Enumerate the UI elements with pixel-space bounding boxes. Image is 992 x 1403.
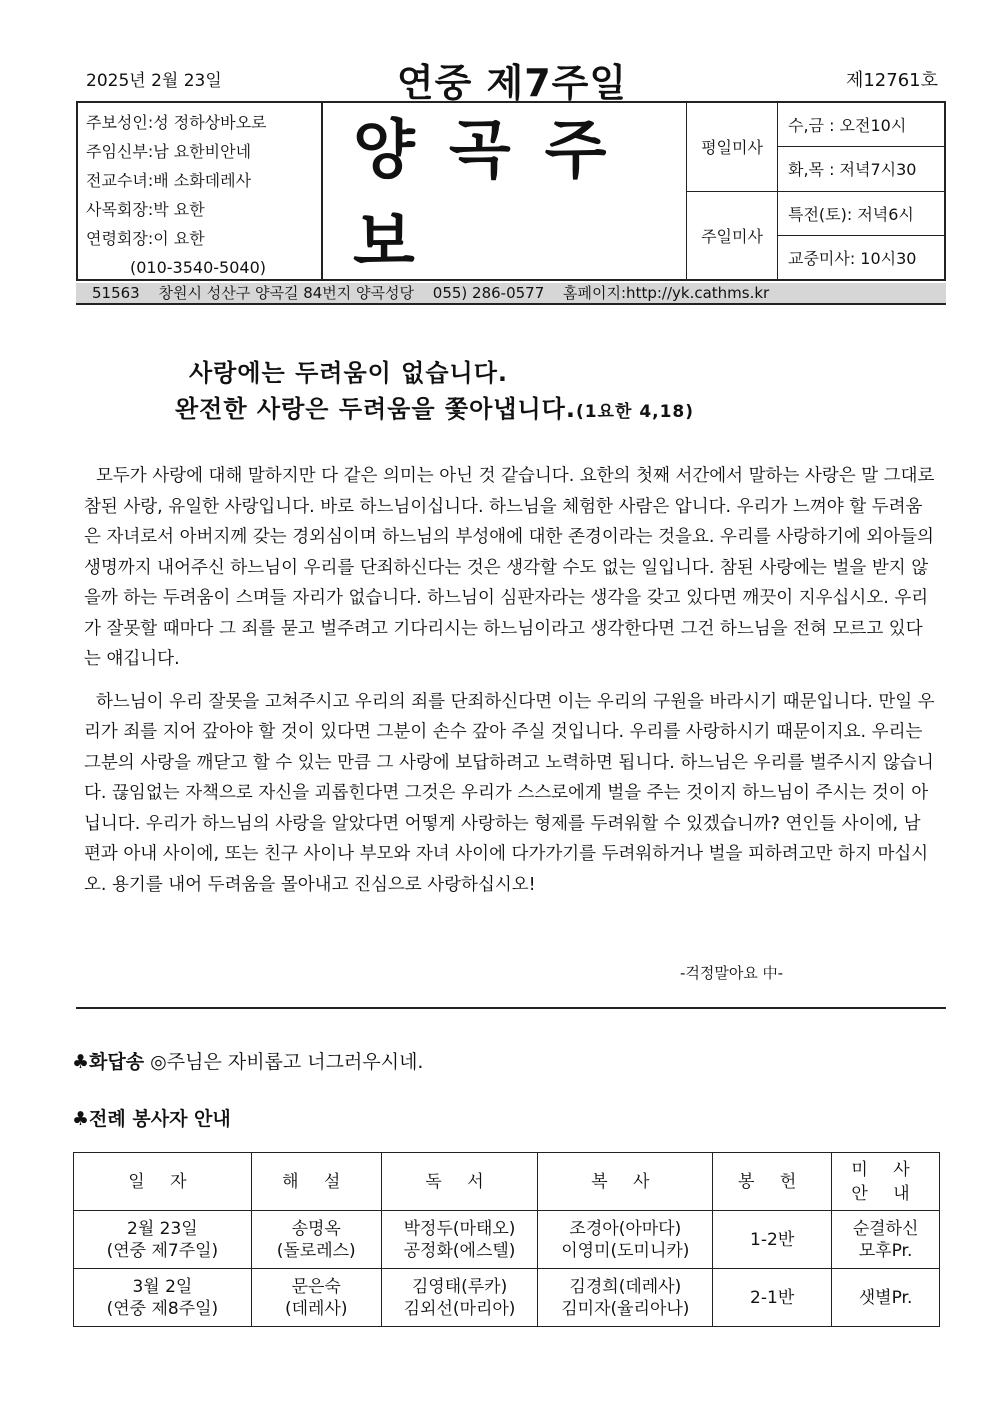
cell-readers xyxy=(381,1269,538,1327)
column-header: 일 자 xyxy=(74,1153,252,1211)
staff-item: 연령회장:이 요한 xyxy=(86,229,205,248)
reflection-source: -걱정말아요 中- xyxy=(680,964,784,982)
cell-line: 공정화(에스텔) xyxy=(403,1240,516,1261)
issue-number: 제12761호 xyxy=(845,70,938,91)
cell-commentator xyxy=(251,1269,381,1327)
cell-guide: 샛별Pr. xyxy=(832,1269,940,1327)
servers-table xyxy=(73,1152,940,1327)
quote-line: 완전한 사랑은 두려움을 쫓아냅니다. xyxy=(175,395,576,423)
staff-item: 사목회장:박 요한 xyxy=(86,200,205,219)
cell-servers xyxy=(538,1211,713,1269)
page-title: 연중 제7주일 xyxy=(396,61,628,105)
cell-line: 이영미(도미니카) xyxy=(561,1240,690,1261)
sunday-mass-label: 주일미사 xyxy=(701,226,763,246)
staff-item: 전교수녀:배 소화데레사 xyxy=(86,171,252,190)
table-header-row xyxy=(74,1153,940,1211)
weekday-mass-label: 평일미사 xyxy=(687,103,777,192)
quote-line: 사랑에는 두려움이 없습니다. xyxy=(189,359,509,387)
cell-line: 2월 23일 xyxy=(127,1218,198,1239)
staff-list xyxy=(78,103,323,279)
cell-line: (연중 제8주일) xyxy=(106,1298,219,1319)
quote-reference: (1요한 4,18) xyxy=(575,402,695,422)
header-line: 안 내 xyxy=(851,1183,920,1204)
mass-time: 특전(토): 저녁6시 xyxy=(778,192,944,236)
cell-readers xyxy=(381,1211,538,1269)
divider xyxy=(76,1007,946,1009)
cell-guide xyxy=(832,1211,940,1269)
mass-times xyxy=(778,103,944,279)
cell-commentator xyxy=(251,1211,381,1269)
masthead xyxy=(76,101,946,281)
bulletin-logo: 양곡주보 xyxy=(323,103,687,279)
responsorial-psalm xyxy=(72,1047,423,1074)
column-header: 해 설 xyxy=(251,1153,381,1211)
cell-line: 3월 2일 xyxy=(132,1276,193,1297)
column-header: 복 사 xyxy=(538,1153,713,1211)
column-header xyxy=(832,1153,940,1211)
cell-line: (데레사) xyxy=(284,1298,348,1319)
staff-item: 주보성인:성 정하상바오로 xyxy=(86,113,267,132)
section-title: ♣전례 봉사자 안내 xyxy=(72,1108,231,1130)
church-phone: 055) 286-0577 xyxy=(432,284,545,302)
cell-line: 김영태(루카) xyxy=(411,1276,508,1297)
cell-line: (돌로레스) xyxy=(276,1240,356,1261)
paragraph: 모두가 사랑에 대해 말하지만 다 같은 의미는 아닌 것 같습니다. 요한의 첫째 서간에서 말하는 사랑은 말 그대로 참된 사랑, 유일한 사랑입니다. 바로 하느님이십니다. 하느님을 체험한 사람은 압니다. 우리가 느껴야 할 두려움은 자녀로서 아버지께 갖는 경외심이며 하느님의 부성애에 대한 존경이라는 것을요. 우리를 사랑하기에 외아들의 생명까지 내어주신 하느님이 우리를 단죄하신다는 것은 생각할 수도 없는 일입니다. 참된 사랑에는 벌을 받지 않을까 하는 두려움이 스며들 자리가 없습니다. 하느님이 심판자라는 생각을 갖고 있다면 깨끗이 지우십시오. 우리가 잘못할 때마다 그 죄를 묻고 벌주려고 기다리시는 하느님이라고 생각한다면 그건 하느님을 전혀 모르고 있다는 얘깁니다. xyxy=(84,466,935,669)
bulletin-date: 2025년 2월 23일 xyxy=(86,71,222,91)
psalm-text: ◎주님은 자비롭고 너그러우시네. xyxy=(150,1051,424,1073)
cell-offertory: 1-2반 xyxy=(713,1211,832,1269)
homepage-link[interactable]: 홈페이지:http://yk.cathms.kr xyxy=(563,284,770,302)
table-row xyxy=(74,1269,940,1327)
cell-line: 문은숙 xyxy=(291,1276,341,1297)
mass-time: 교중미사: 10시30 xyxy=(788,248,917,268)
address-bar xyxy=(76,283,946,305)
psalm-label: ♣화답송 xyxy=(72,1051,145,1073)
mass-time: 화,목 : 저녁7시30 xyxy=(778,147,944,191)
cell-line: 모후Pr. xyxy=(858,1240,913,1261)
cell-date xyxy=(74,1269,252,1327)
reflection-text xyxy=(84,461,936,900)
paragraph: 하느님이 우리 잘못을 고쳐주시고 우리의 죄를 단죄하신다면 이는 우리의 구원을 바라시기 때문입니다. 만일 우리가 죄를 지어 갚아야 할 것이 있다면 그분이 손수 갚아 주실 것입니다. 우리를 사랑하시기 때문이지요. 우리는 그분의 사랑을 깨닫고 할 수 있는 만큼 그 사랑에 보답하려고 노력하면 됩니다. 하느님은 우리를 벌주시지 않습니다. 끊임없는 자책으로 자신을 괴롭힌다면 그것은 우리가 스스로에게 벌을 주는 것이지 하느님이 주시는 것이 아닙니다. 우리가 하느님의 사랑을 알았다면 어떻게 사랑하는 형제를 두려워할 수 있겠습니까? 연인들 사이에, 남편과 아내 사이에, 또는 친구 사이나 부모와 자녀 사이에 다가가기를 두려워하거나 벌을 피하려고만 하지 마십시오. 용기를 내어 두려움을 몰아내고 진심으로 사랑하십시오! xyxy=(84,691,935,895)
cell-line: 김미자(율리아나) xyxy=(561,1298,690,1319)
cell-line: 박정두(마태오) xyxy=(403,1218,516,1239)
cell-servers xyxy=(538,1269,713,1327)
cell-line: 김외선(마리아) xyxy=(403,1298,516,1319)
cell-line: 순결하신 xyxy=(852,1218,919,1239)
staff-phone: (010-3540-5040) xyxy=(130,258,267,277)
bulletin-header xyxy=(78,52,946,105)
postal-code: 51563 xyxy=(92,284,140,302)
church-address: 창원시 성산구 양곡길 84번지 양곡성당 xyxy=(158,284,415,302)
mass-time: 수,금 : 오전10시 xyxy=(778,103,944,147)
quote-line-2 xyxy=(175,391,694,430)
column-header: 독 서 xyxy=(381,1153,538,1211)
table-row xyxy=(74,1211,940,1269)
column-header: 봉 헌 xyxy=(713,1153,832,1211)
staff-item: 주임신부:남 요한비안네 xyxy=(86,142,252,161)
cell-line: (연중 제7주일) xyxy=(106,1240,219,1261)
cell-date xyxy=(74,1211,252,1269)
cell-line: 김경희(데레사) xyxy=(569,1276,682,1297)
scripture-quote xyxy=(175,355,694,430)
cell-line: 송명옥 xyxy=(291,1218,341,1239)
mass-labels xyxy=(687,103,778,279)
header-line: 미 사 xyxy=(851,1159,920,1180)
cell-offertory: 2-1반 xyxy=(713,1269,832,1327)
cell-line: 조경아(아마다) xyxy=(569,1218,682,1239)
